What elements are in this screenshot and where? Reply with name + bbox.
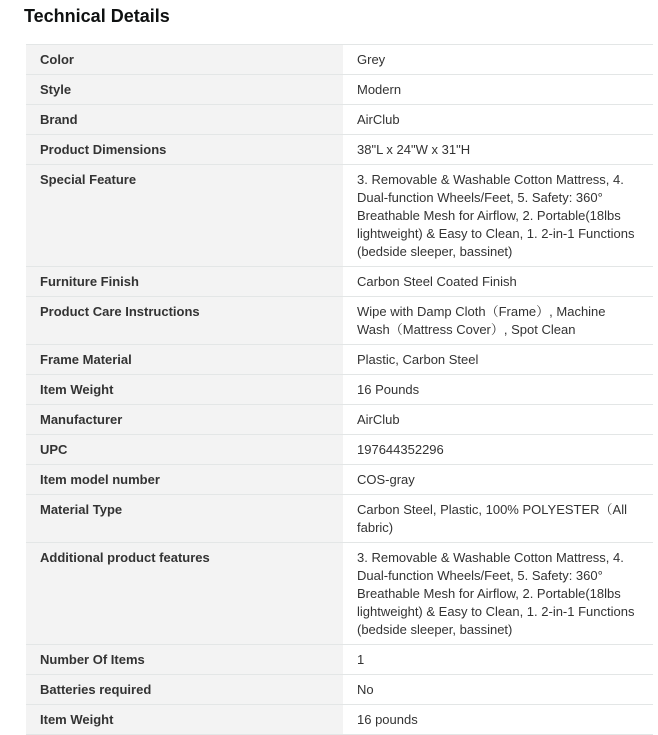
table-row — [26, 165, 653, 267]
row-value: 38"L x 24"W x 31"H — [343, 135, 653, 165]
row-label: Item model number — [26, 465, 343, 495]
row-value: Carbon Steel, Plastic, 100% POLYESTER（All fabric) — [343, 495, 653, 543]
table-row — [26, 645, 653, 675]
table-row — [26, 495, 653, 543]
row-label: Batteries required — [26, 675, 343, 705]
row-value: 16 Pounds — [343, 375, 653, 405]
row-label: Manufacturer — [26, 405, 343, 435]
section-title: Technical Details — [24, 6, 170, 26]
row-label: Color — [26, 45, 343, 75]
row-label: Additional product features — [26, 543, 343, 645]
row-label: Product Dimensions — [26, 135, 343, 165]
table-row — [26, 465, 653, 495]
row-value: 3. Removable & Washable Cotton Mattress, 4. Dual-function Wheels/Feet, 5. Safety: 360° Breathable Mesh for Airflow, 2. Portable(18lbs lightweight) & Easy to Clean, 1. 2-in-1 Functions (bedside sleeper, bassinet) — [343, 165, 653, 267]
row-value: Plastic, Carbon Steel — [343, 345, 653, 375]
table-row — [26, 267, 653, 297]
technical-details-table — [26, 44, 653, 735]
row-label: Number Of Items — [26, 645, 343, 675]
row-label: Style — [26, 75, 343, 105]
table-row — [26, 705, 653, 735]
row-value: COS-gray — [343, 465, 653, 495]
row-value: AirClub — [343, 405, 653, 435]
row-label: Frame Material — [26, 345, 343, 375]
row-value: 1 — [343, 645, 653, 675]
row-value: 3. Removable & Washable Cotton Mattress, 4. Dual-function Wheels/Feet, 5. Safety: 360° Breathable Mesh for Airflow, 2. Portable(18lbs lightweight) & Easy to Clean, 1. 2-in-1 Functions (bedside sleeper, bassinet) — [343, 543, 653, 645]
row-label: Special Feature — [26, 165, 343, 267]
row-value: No — [343, 675, 653, 705]
table-row — [26, 135, 653, 165]
row-label: Brand — [26, 105, 343, 135]
row-label: Furniture Finish — [26, 267, 343, 297]
row-value: 16 pounds — [343, 705, 653, 735]
row-label: Product Care Instructions — [26, 297, 343, 345]
row-label: Item Weight — [26, 375, 343, 405]
row-value: Carbon Steel Coated Finish — [343, 267, 653, 297]
table-row — [26, 375, 653, 405]
row-value: AirClub — [343, 105, 653, 135]
row-value: Wipe with Damp Cloth（Frame）, Machine Wash（Mattress Cover）, Spot Clean — [343, 297, 653, 345]
table-row — [26, 543, 653, 645]
row-label: UPC — [26, 435, 343, 465]
row-label: Material Type — [26, 495, 343, 543]
table-row — [26, 297, 653, 345]
table-row — [26, 345, 653, 375]
table-row — [26, 105, 653, 135]
row-label: Item Weight — [26, 705, 343, 735]
table-row — [26, 435, 653, 465]
table-row — [26, 405, 653, 435]
table-row — [26, 45, 653, 75]
row-value: 197644352296 — [343, 435, 653, 465]
table-row — [26, 75, 653, 105]
row-value: Modern — [343, 75, 653, 105]
row-value: Grey — [343, 45, 653, 75]
table-row — [26, 675, 653, 705]
